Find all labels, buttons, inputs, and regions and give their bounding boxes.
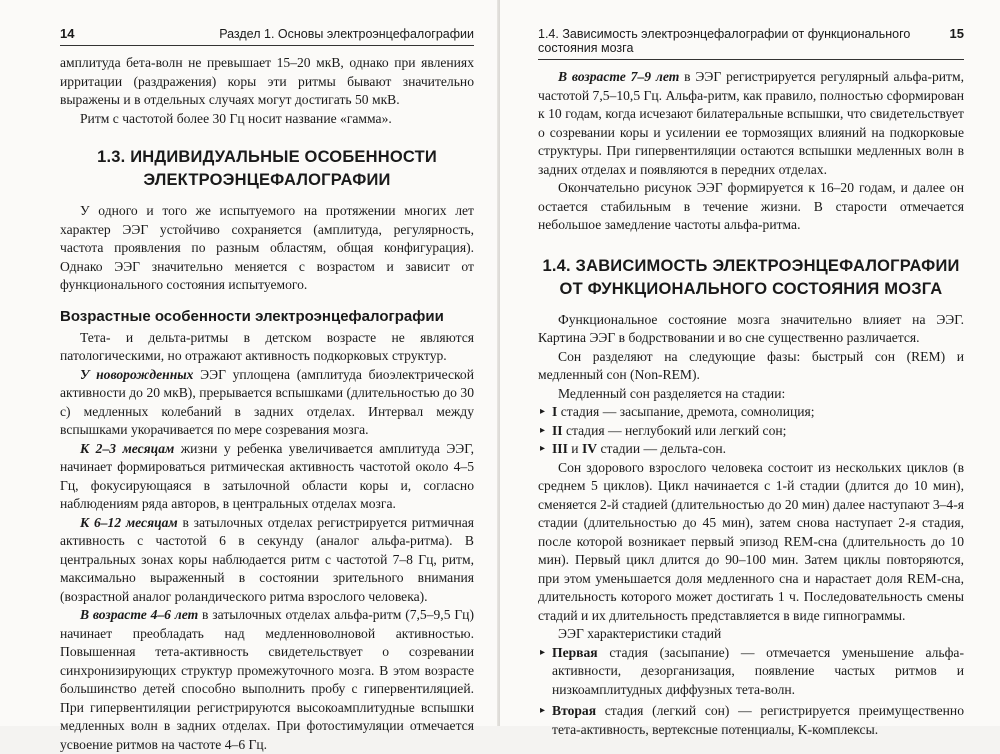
sleep-stages-list	[538, 403, 964, 459]
paragraph: Окончательно рисунок ЭЭГ формируется к 16–20 годам, и далее он остается стабильным в течение жизни. В старости отмечается небольшое замедление частоты альфа-ритма.	[538, 180, 964, 232]
section-heading-line: ОТ ФУНКЦИОНАЛЬНОГО СОСТОЯНИЯ МОЗГА	[559, 279, 943, 298]
section-heading-line: ЭЛЕКТРОЭНЦЕФАЛОГРАФИИ	[143, 171, 391, 189]
arrow-bullet-icon: ▸	[540, 406, 546, 417]
list-item-bold: III	[552, 441, 568, 456]
section-heading	[538, 255, 964, 301]
list-item-text: стадия — засыпание, дремота, сомнолиция;	[557, 404, 815, 419]
paragraph: Сон разделяют на следующие фазы: быстрый сон (REM) и медленный сон (Non-REM).	[538, 348, 964, 382]
list-item-bold: IV	[581, 441, 598, 456]
paragraph: У одного и того же испытуемого на протяжении многих лет характер ЭЭГ устойчиво сохраняется (амплитуда, регулярность, частота проявления по разным областям, общая конфигурация). Однако ЭЭГ значительно меняется с возрастом и зависит от функционального состояния испытуемого.	[60, 203, 474, 292]
paragraph-text: жизни у ребенка увеличивается амплитуда ЭЭГ, начинает формироваться ритмическая активность частотой около 4–5 Гц, фокусирующаяся в затылочной области коры и, согласно наблюдениям ряда авторов, в центральных отделах мозга.	[60, 440, 474, 511]
section-heading	[60, 146, 474, 192]
subheading: Возрастные особенности электроэнцефалографии	[60, 307, 444, 325]
lead-term: В возрасте 7–9 лет	[558, 69, 680, 84]
paragraph-newborn	[60, 366, 474, 440]
lead-term: К 2–3 месяцам	[80, 440, 175, 456]
running-title: Раздел 1. Основы электроэнцефалографии	[219, 27, 474, 41]
paragraph-text: в затылочных отделах регистрируется ритмичная активность с частотой 6 в секунду (аналог альфа-ритма). В центральных зонах коры наблюдается ритм с частотой 7–8 Гц, ритм, максимально выраженный в состоянии зрительного внимания (возрастной аналог роландического ритма взрослого человека).	[60, 514, 475, 604]
lead-term: У новорожденных	[80, 366, 194, 382]
arrow-bullet-icon: ▸	[540, 424, 546, 436]
paragraph: ЭЭГ характеристики стадий	[558, 626, 722, 641]
list-item-text: стадии — дельта-сон.	[597, 441, 727, 456]
paragraph: Медленный сон разделяется на стадии:	[558, 385, 786, 401]
section-heading-line: 1.3. ИНДИВИДУАЛЬНЫЕ ОСОБЕННОСТИ	[97, 148, 437, 166]
paragraph-2-3-months	[60, 440, 474, 514]
section-heading-line: 1.4. ЗАВИСИМОСТЬ ЭЛЕКТРОЭНЦЕФАЛОГРАФИИ	[542, 256, 960, 275]
lead-term: К 6–12 месяцам	[80, 514, 178, 530]
arrow-bullet-icon: ▸	[540, 705, 546, 716]
page-number: 15	[949, 26, 964, 41]
paragraph-6-12-months	[60, 514, 474, 607]
stage-characteristics-list	[538, 644, 964, 740]
list-item-bold: Первая	[552, 644, 598, 660]
list-item-text: и	[567, 441, 582, 456]
paragraph-text: ЭЭГ уплощена (амплитуда биоэлектрической активности до 20 мкВ), прерывается вспышками (длительностью до 30 с) медленных колебаний в задних отделах. Интервал между вспышками укорачивается по мере созревания мозга.	[60, 366, 474, 437]
paragraph: Функциональное состояние мозга значительно влияет на ЭЭГ. Картина ЭЭГ в бодрствовании и во сне существенно различается.	[538, 311, 964, 345]
page-number: 14	[60, 26, 75, 41]
right-running-head	[538, 26, 964, 60]
list-item-bold: II	[552, 422, 563, 438]
list-item	[538, 422, 964, 441]
paragraph-text: в ЭЭГ регистрируется регулярный альфа-ритм, частотой 7,5–10,5 Гц. Альфа-ритм, как правило, полностью сформирован к 10 годам, когда исчезают билатеральные вспышки, что свидетельствует о созревании коры и усилении ее тормозящих влияний на подкорковые структуры. При гипервентиляции остаются вспышки медленных волн в задних отделах и появляются в передних отделах.	[538, 69, 964, 177]
paragraph-7-9-years	[538, 68, 964, 179]
list-item-text: стадия — неглубокий или легкий сон;	[562, 422, 787, 438]
list-item-text: стадия (засыпание) — отмечается уменьшение альфа-активности, дезорганизация, появление частых ритмов и низкоамплитудных диффузных тета-волн.	[552, 644, 964, 697]
paragraph-text: в затылочных отделах альфа-ритм (7,5–9,5 Гц) начинает преобладать над медленноволновой активностью. Повышенная тета-активность свидетельствует о созревании синхронизирующих структур промежуточного мозга. В этом возрасте большинство детей способно выполнить пробу с гипервентиляцией. При гипервентиляции регистрируются высокоамплитудные вспышки медленных волн в задних отделах. При фотостимуляции отмечается усвоение ритмов на частоте 4–6 Гц.	[60, 607, 474, 752]
list-item-bold: I	[552, 404, 558, 419]
left-page	[0, 0, 500, 752]
paragraph-4-6-years	[60, 606, 474, 754]
list-item-text: стадия (легкий сон) — регистрируется преимущественно тета-активность, вертексные потенциалы, K-комплексы.	[552, 703, 964, 737]
list-item	[538, 644, 964, 700]
list-item	[538, 403, 964, 422]
paragraph: Ритм с частотой более 30 Гц носит название «гамма».	[80, 110, 392, 126]
left-running-head	[60, 26, 474, 46]
list-item	[538, 702, 964, 739]
right-page	[500, 0, 1000, 737]
list-item	[538, 440, 964, 459]
paragraph: амплитуда бета-волн не превышает 15–20 мкВ, однако при явлениях ирритации (раздражения) коры эти ритмы бывают значительно выражены и в отдельных случаях могут достигать 50 мкВ.	[60, 55, 474, 107]
lead-term: В возрасте 4–6 лет	[80, 607, 199, 622]
arrow-bullet-icon: ▸	[540, 443, 546, 454]
list-item-bold: Вторая	[552, 703, 597, 718]
running-title: 1.4. Зависимость электроэнцефалографии от функционального состояния мозга	[538, 27, 911, 55]
arrow-bullet-icon: ▸	[540, 646, 546, 658]
paragraph: Тета- и дельта-ритмы в детском возрасте не являются патологическими, но отражают активность подкорковых структур.	[60, 329, 474, 363]
paragraph: Сон здорового взрослого человека состоит из нескольких циклов (в среднем 5 циклов). Цикл начинается с 1-й стадии (длится до 10 мин), сменяется 2-й стадией (длительностью до 20 мин) далее наступают 3–4-я стадии (длительностью до 45 мин), затем снова наступает 2-я стадия, после которой возникает первый эпизод REM-сна (длительность до 10 мин). Первый цикл длится до 90–100 мин. Затем циклы повторяются, при этом уменьшается доля медленного сна и нарастает доля REM-сна, длительность которого может достигать 1 ч. Последовательность смены стадий и их длительность представляется в виде гипнограммы.	[538, 459, 964, 623]
